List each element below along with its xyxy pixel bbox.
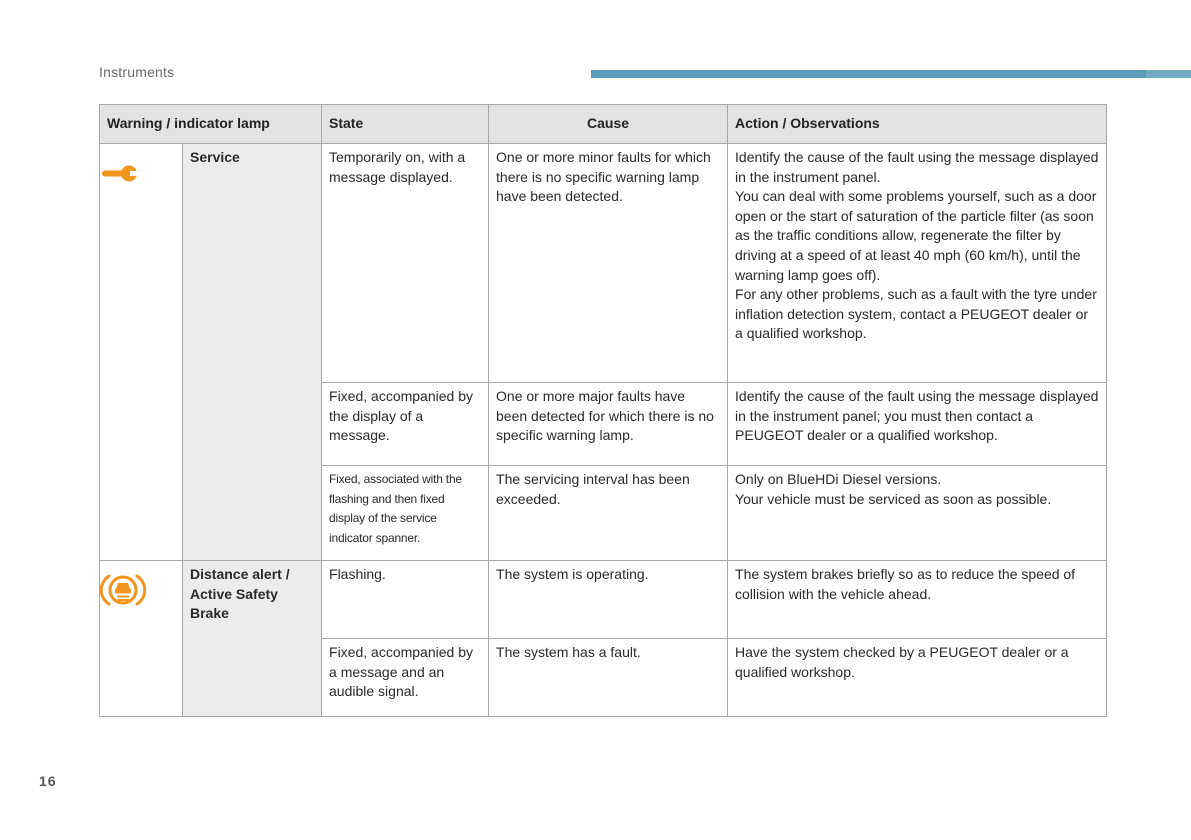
state-cell: Flashing. bbox=[322, 561, 489, 639]
state-cell: Fixed, associated with the flashing and then fixed display of the service indicator spanner. bbox=[322, 466, 489, 561]
table-row bbox=[100, 561, 1107, 639]
state-cell: Temporarily on, with a message displayed. bbox=[322, 144, 489, 383]
action-text: Only on BlueHDi Diesel versions. Your vehicle must be serviced as soon as possible. bbox=[735, 471, 1052, 507]
lamp-name-service: Service bbox=[183, 144, 322, 561]
cause-cell: One or more minor faults for which there is no specific warning lamp have been detected. bbox=[489, 144, 728, 383]
table-row bbox=[100, 144, 1107, 383]
distance-alert-car-icon bbox=[100, 571, 146, 609]
column-header-action: Action / Observations bbox=[728, 105, 1107, 144]
header-accent-bar-end bbox=[1146, 70, 1191, 78]
spanner-icon bbox=[100, 162, 140, 184]
header-accent-bar bbox=[591, 70, 1146, 78]
section-title: Instruments bbox=[99, 64, 175, 80]
distance-alert-icon-cell bbox=[100, 561, 183, 717]
cause-cell: The system has a fault. bbox=[489, 639, 728, 717]
state-cell: Fixed, accompanied by the display of a message. bbox=[322, 383, 489, 466]
cause-cell: The system is operating. bbox=[489, 561, 728, 639]
cause-cell: The servicing interval has been exceeded. bbox=[489, 466, 728, 561]
state-cell: Fixed, accompanied by a message and an audible signal. bbox=[322, 639, 489, 717]
action-cell bbox=[728, 466, 1107, 561]
action-cell bbox=[728, 144, 1107, 383]
warning-lamp-table bbox=[99, 104, 1107, 717]
lamp-name-distance-alert: Distance alert / Active Safety Brake bbox=[183, 561, 322, 717]
action-cell: The system brakes briefly so as to reduce the speed of collision with the vehicle ahead. bbox=[728, 561, 1107, 639]
column-header-lamp: Warning / indicator lamp bbox=[100, 105, 322, 144]
action-cell: Have the system checked by a PEUGEOT dealer or a qualified workshop. bbox=[728, 639, 1107, 717]
column-header-cause: Cause bbox=[489, 105, 728, 144]
table-header-row bbox=[100, 105, 1107, 144]
action-text: Identify the cause of the fault using the message displayed in the instrument panel. You can deal with some problems yourself, such as a door open or the start of saturation of the particle filter (as soon as the traffic conditions allow, regenerate the filter by driving at a speed of at least 40 mph (60 km/h), until the warning lamp goes off). For any other problems, such as a fault with the tyre under inflation detection system, contact a PEUGEOT dealer or a qualified workshop. bbox=[735, 149, 1099, 342]
action-cell: Identify the cause of the fault using the message displayed in the instrument panel; you must then contact a PEUGEOT dealer or a qualified workshop. bbox=[728, 383, 1107, 466]
column-header-state: State bbox=[322, 105, 489, 144]
service-lamp-icon-cell bbox=[100, 144, 183, 561]
cause-cell: One or more major faults have been detected for which there is no specific warning lamp. bbox=[489, 383, 728, 466]
page-number: 16 bbox=[39, 773, 57, 789]
